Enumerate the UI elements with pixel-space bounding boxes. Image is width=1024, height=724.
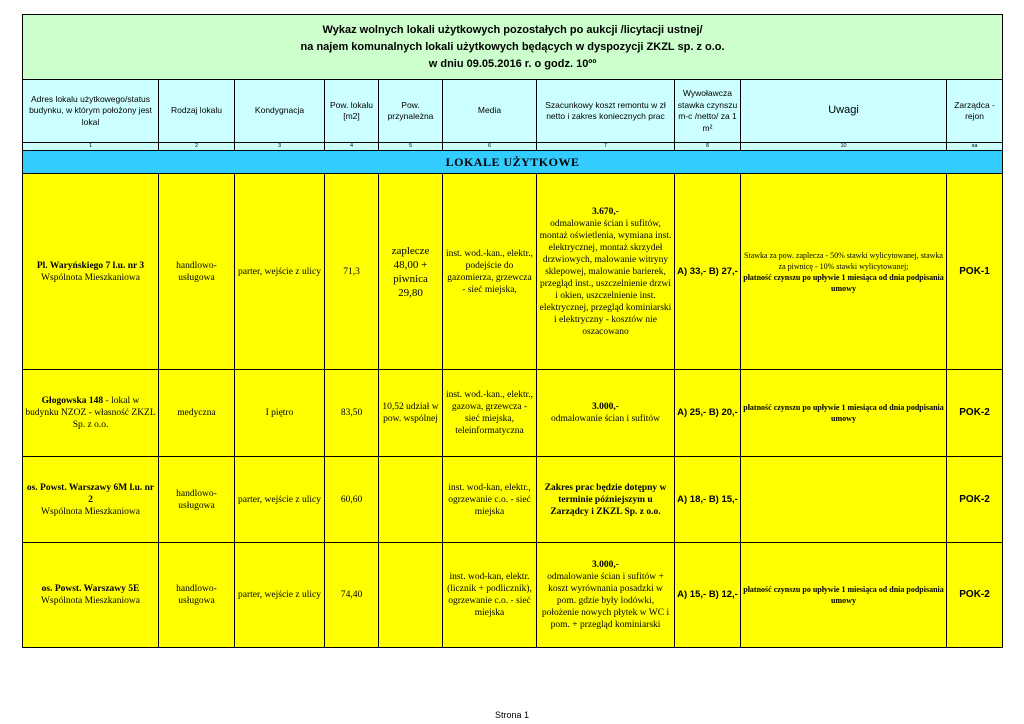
koszt-desc: odmalowanie ścian i sufitów: [551, 414, 660, 424]
cell-adres: [23, 174, 159, 370]
header-stawka: Wywoławcza stawka czynszu m-c /netto/ za 1 m²: [675, 80, 741, 143]
cell-pow: 60,60: [325, 457, 379, 543]
sheet-title: [23, 15, 1003, 80]
cell-adres: [23, 543, 159, 648]
uwagi-normal: Stawka za pow. zaplecza - 50% stawki wylicytowanej, stawka za piwnicę - 10% stawki wylicytowanej;: [744, 250, 943, 271]
column-number: 6: [443, 143, 537, 151]
listing-table: [22, 14, 1003, 648]
cell-pow: 83,50: [325, 370, 379, 457]
cell-adres: [23, 457, 159, 543]
uwagi-bold: płatność czynszu po upływie 1 miesiąca od dnia podpisania umowy: [743, 403, 944, 423]
cell-kondygnacja: I piętro: [235, 370, 325, 457]
cell-kondygnacja: parter, wejście z ulicy: [235, 457, 325, 543]
koszt-amount: 3.670,-: [592, 206, 619, 217]
cell-pow: 71,3: [325, 174, 379, 370]
cell-pow-przynalezna: zaplecze 48,00 + piwnica 29,80: [379, 174, 443, 370]
column-number: 2: [159, 143, 235, 151]
cell-pow-przynalezna: [379, 543, 443, 648]
cell-stawka: A) 18,- B) 15,-: [675, 457, 741, 543]
cell-pow: 74,40: [325, 543, 379, 648]
cell-kondygnacja: parter, wejście z ulicy: [235, 543, 325, 648]
address-rest: Wspólnota Mieszkaniowa: [41, 272, 140, 283]
uwagi-bold: płatność czynszu po upływie 1 miesiąca od dnia podpisania umowy: [743, 585, 944, 605]
address-rest: Wspólnota Mieszkaniowa: [41, 506, 140, 517]
cell-uwagi: [741, 543, 947, 648]
header-pow-przynalezna: Pow. przynależna: [379, 80, 443, 143]
column-number: 4: [325, 143, 379, 151]
cell-kondygnacja: parter, wejście z ulicy: [235, 174, 325, 370]
cell-pow-przynalezna: 10,52 udział w pow. wspólnej: [379, 370, 443, 457]
column-number: 5: [379, 143, 443, 151]
column-number: 8: [675, 143, 741, 151]
cell-rodzaj: handlowo-usługowa: [159, 457, 235, 543]
table-row: [23, 174, 1003, 370]
koszt-amount: Zakres prac będzie dotępny w terminie późniejszym u Zarządcy i ZKZL Sp. z o.o.: [544, 482, 667, 517]
header-koszt: Szacunkowy koszt remontu w zł netto i zakres koniecznych prac: [537, 80, 675, 143]
column-number: 7: [537, 143, 675, 151]
column-number: 3: [235, 143, 325, 151]
cell-pow-przynalezna: [379, 457, 443, 543]
column-number: 1: [23, 143, 159, 151]
cell-media: inst. wod-kan, elektr., ogrzewanie c.o. - sieć miejska: [443, 457, 537, 543]
cell-stawka: A) 25,- B) 20,-: [675, 370, 741, 457]
koszt-desc: odmalowanie ścian i sufitów, montaż oświetlenia, wymiana inst. elektrycznej, montaż skrzydeł drzwiowych, malowanie witryny sklepowej, malowanie barierek, przegląd inst., uszczelnienie drzwi i okien, uszczelnienie inst. elektrycznej, przegląd kominiarski i elektryczny - kosztów nie oszacowano: [539, 218, 672, 337]
cell-stawka: A) 33,- B) 27,-: [675, 174, 741, 370]
koszt-desc: odmalowanie ścian i sufitów + koszt wyrównania posadzki w pom. gdzie były lodówki, położenie nowych płytek w WC i pom. + przegląd kominiarski: [541, 572, 670, 630]
cell-koszt: [537, 174, 675, 370]
page-footer: Strona 1: [494, 710, 530, 720]
cell-uwagi: [741, 174, 947, 370]
koszt-amount: 3.000,-: [592, 560, 619, 570]
address-rest: Wspólnota Mieszkaniowa: [41, 596, 140, 606]
uwagi-bold: płatność czynszu po upływie 1 miesiąca od dnia podpisania umowy: [743, 272, 944, 293]
header-adres: Adres lokalu użytkowego/status budynku, w którym położony jest lokal: [23, 80, 159, 143]
header-kondygnacja: Kondygnacja: [235, 80, 325, 143]
column-number: 10: [741, 143, 947, 151]
koszt-amount: 3.000,-: [592, 402, 619, 412]
cell-koszt: [537, 370, 675, 457]
cell-rodzaj: medyczna: [159, 370, 235, 457]
cell-adres: [23, 370, 159, 457]
address-bold: os. Powst. Warszawy 6M l.u. nr 2: [26, 482, 155, 505]
cell-rejon: POK-2: [947, 370, 1003, 457]
cell-media: inst. wod-kan, elektr. (licznik + podlicznik), ogrzewanie c.o. - sieć miejska: [443, 543, 537, 648]
cell-stawka: A) 15,- B) 12,-: [675, 543, 741, 648]
title-line-3: w dniu 09.05.2016 r. o godz. 10ºº: [428, 57, 597, 70]
cell-rejon: POK-2: [947, 543, 1003, 648]
header-rodzaj: Rodzaj lokalu: [159, 80, 235, 143]
address-bold: Głogowska 148: [41, 396, 104, 406]
header-zarzadca: Zarządca - rejon: [947, 80, 1003, 143]
title-line-2: na najem komunalnych lokali użytkowych będących w dyspozycji ZKZL sp. z o.o.: [300, 40, 725, 53]
cell-uwagi: [741, 370, 947, 457]
table-row: [23, 543, 1003, 648]
cell-rejon: POK-1: [947, 174, 1003, 370]
cell-media: inst. wod.-kan., elektr., podejście do gazomierza, grzewcza - sieć miejska,: [443, 174, 537, 370]
cell-uwagi: [741, 457, 947, 543]
cell-rejon: POK-2: [947, 457, 1003, 543]
column-number: sa: [947, 143, 1003, 151]
cell-koszt: [537, 543, 675, 648]
address-bold: Pl. Waryńskiego 7 l.u. nr 3: [36, 260, 145, 271]
section-title: LOKALE UŻYTKOWE: [23, 151, 1003, 174]
title-line-1: Wykaz wolnych lokali użytkowych pozostałych po aukcji /licytacji ustnej/: [322, 23, 703, 36]
header-pow-lokalu: Pow. lokalu [m2]: [325, 80, 379, 143]
table-row: [23, 370, 1003, 457]
column-number-row: [23, 143, 1003, 151]
table-row: [23, 457, 1003, 543]
address-rest: - lokal w budynku NZOZ - własność ZKZL Sp. z o.o.: [25, 396, 156, 430]
address-bold: os. Powst. Warszawy 5E: [41, 584, 140, 594]
header-row: [23, 80, 1003, 143]
cell-rodzaj: handlowo-usługowa: [159, 543, 235, 648]
header-media: Media: [443, 80, 537, 143]
cell-koszt: [537, 457, 675, 543]
cell-rodzaj: handlowo-usługowa: [159, 174, 235, 370]
header-uwagi: Uwagi: [741, 80, 947, 143]
cell-media: inst. wod.-kan., elektr., gazowa, grzewcza - sieć miejska, teleinformatyczna: [443, 370, 537, 457]
